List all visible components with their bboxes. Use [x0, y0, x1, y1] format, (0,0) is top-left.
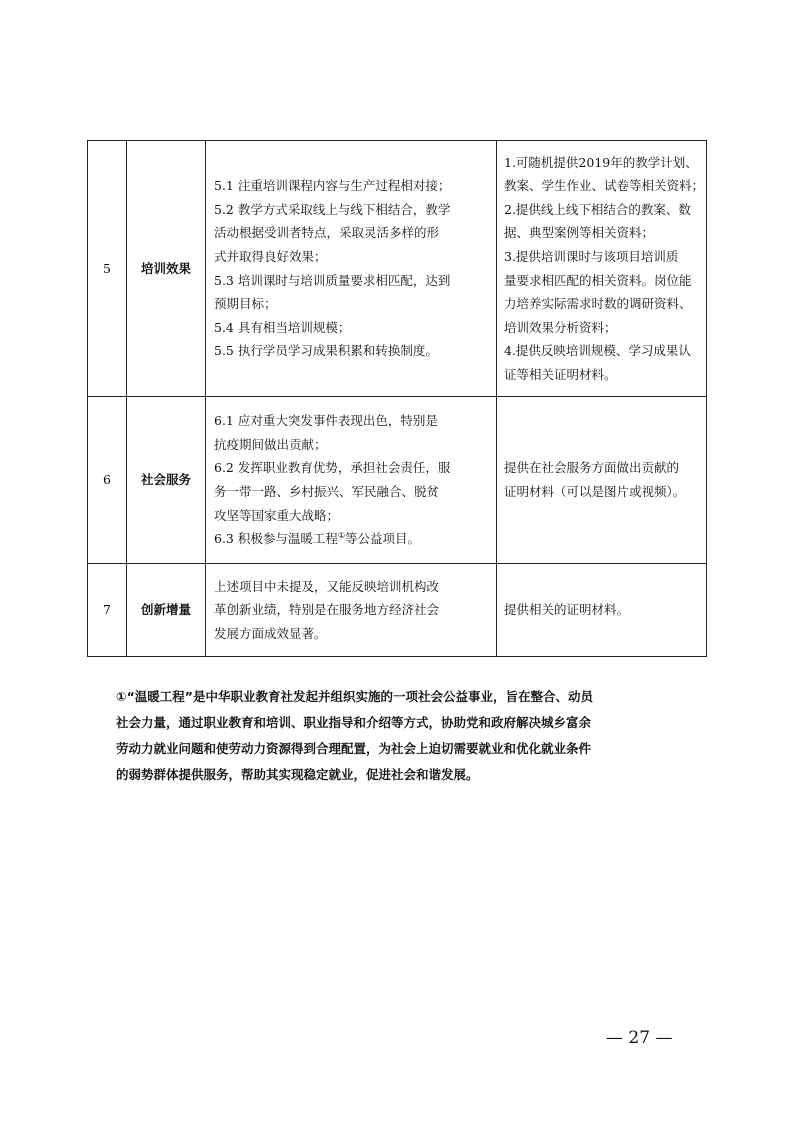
table-row — [88, 564, 707, 657]
requirement-line: 抗疫期间做出贡献； — [214, 436, 327, 452]
requirements-cell — [206, 397, 497, 564]
table-row — [88, 397, 707, 564]
requirement-line: 革创新业绩，特别是在服务地方经济社会 — [214, 602, 440, 618]
requirement-line: 5.1 注重培训课程内容与生产过程相对接； — [214, 178, 451, 194]
requirement-line: 6.2 发挥职业教育优势，承担社会责任，服 — [214, 460, 451, 476]
requirement-line: 5.4 具有相当培训规模； — [214, 319, 351, 335]
criterion-name: 社会服务 — [127, 397, 206, 564]
requirement-text: 等公益项目。 — [345, 531, 421, 547]
material-line: 据、典型案例等相关资料； — [504, 225, 655, 241]
requirement-text: 6.3 积极参与温暖工程 — [214, 531, 338, 547]
criterion-name: 创新增量 — [127, 564, 206, 657]
material-line: 量要求相匹配的相关资料。岗位能 — [504, 272, 692, 288]
footnote-line: 社会力量，通过职业教育和培训、职业指导和介绍等方式，协助党和政府解决城乡富余 — [116, 715, 592, 730]
footnote-line: 劳动力就业问题和使劳动力资源得到合理配置，为社会上迫切需要就业和优化就业条件 — [116, 741, 592, 756]
requirement-line: 攻坚等国家重大战略； — [214, 507, 340, 523]
footnote-line: 的弱势群体提供服务，帮助其实现稳定就业，促进社会和谐发展。 — [116, 767, 479, 782]
table-row — [88, 141, 707, 397]
footnote — [116, 684, 686, 788]
materials-cell — [497, 397, 707, 564]
requirement-line: 预期目标； — [214, 296, 277, 312]
requirement-line — [214, 527, 488, 551]
requirement-line: 务一带一路、乡村振兴、军民融合、脱贫 — [214, 484, 440, 499]
requirements-cell — [206, 141, 497, 397]
requirements-cell — [206, 564, 497, 657]
requirement-line: 6.1 应对重大突发事件表现出色，特别是 — [214, 413, 438, 429]
material-line: 培训效果分析资料； — [504, 319, 617, 335]
footnote-line: ①“温暖工程”是中华职业教育社发起并组织实施的一项社会公益事业，旨在整合、动员 — [116, 689, 594, 704]
requirement-line: 发展方面成效显著。 — [214, 625, 327, 641]
requirement-line: 式并取得良好效果； — [214, 248, 327, 264]
material-line: 力培养实际需求时数的调研资料、 — [504, 296, 692, 312]
requirement-line: 5.2 教学方式采取线上与线下相结合，教学 — [214, 201, 451, 217]
row-number: 5 — [88, 141, 127, 397]
requirement-line: 上述项目中未提及，又能反映培训机构改 — [214, 578, 440, 594]
materials-cell — [497, 564, 707, 657]
row-number: 7 — [88, 564, 127, 657]
materials-cell — [497, 141, 707, 397]
requirement-line: 5.3 培训课时与培训质量要求相匹配，达到 — [214, 272, 451, 288]
material-line: 2.提供线上线下相结合的教案、数 — [504, 201, 691, 217]
material-line: 证等相关证明材料。 — [504, 366, 617, 382]
footnote-reference-mark[interactable]: ① — [337, 531, 346, 541]
evaluation-criteria-table — [87, 140, 707, 657]
requirement-line: 5.5 执行学员学习成果积累和转换制度。 — [214, 343, 438, 359]
material-line: 证明材料（可以是图片或视频）。 — [504, 484, 686, 499]
material-line: 1.可随机提供2019年的教学计划、 — [504, 154, 698, 170]
requirement-line: 活动根据受训者特点，采取灵活多样的形 — [214, 225, 440, 241]
material-line: 3.提供培训课时与该项目培训质 — [504, 248, 679, 264]
page-number: — 27 — — [606, 1028, 673, 1048]
material-line: 教案、学生作业、试卷等相关资料； — [504, 178, 705, 194]
material-line: 4.提供反映培训规模、学习成果认 — [504, 343, 691, 359]
material-line: 提供相关的证明材料。 — [504, 602, 630, 618]
criterion-name: 培训效果 — [127, 141, 206, 397]
row-number: 6 — [88, 397, 127, 564]
material-line: 提供在社会服务方面做出贡献的 — [504, 460, 680, 476]
